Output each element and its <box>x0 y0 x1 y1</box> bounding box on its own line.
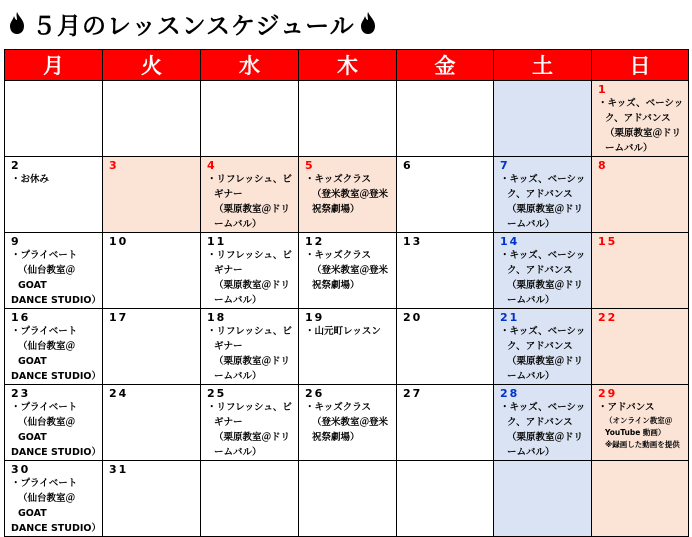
weekday-header: 金 <box>397 50 494 81</box>
day-cell <box>5 157 103 233</box>
day-number: 7 <box>500 159 510 172</box>
schedule-line: （栗原教室＠ドリ <box>605 128 682 139</box>
weekday-header: 木 <box>299 50 397 81</box>
day-cell <box>201 385 299 461</box>
day-cell <box>494 385 592 461</box>
day-number: 27 <box>403 387 423 400</box>
day-cell <box>397 233 494 309</box>
weekday-header-row <box>5 50 689 81</box>
schedule-line: ームバル） <box>605 143 653 154</box>
schedule-line: ・リフレッシュ、ビ <box>207 402 292 413</box>
schedule-line: ・アドバンス <box>598 402 655 413</box>
flame-icon <box>8 11 26 35</box>
day-number: 20 <box>403 311 423 324</box>
day-cell <box>397 461 494 537</box>
day-number: 1 <box>598 83 608 96</box>
weekday-header: 火 <box>103 50 201 81</box>
day-cell <box>299 461 397 537</box>
schedule-line: ・キッズクラス <box>305 250 372 261</box>
schedule-line: （仙台教室＠GOAT <box>18 417 76 443</box>
day-cell <box>201 81 299 157</box>
schedule-line: 祝祭劇場） <box>312 432 360 443</box>
schedule-line: ・プライベート <box>11 402 78 413</box>
schedule-line: （栗原教室＠ドリ <box>214 204 291 215</box>
day-cell <box>397 385 494 461</box>
schedule-line: ・プライベート <box>11 326 78 337</box>
day-cell <box>103 81 201 157</box>
day-number: 13 <box>403 235 423 248</box>
week-row <box>5 233 689 309</box>
schedule-line: （オンライン教室＠ <box>605 416 673 425</box>
schedule-line: ・山元町レッスン <box>305 326 381 337</box>
schedule-line: ク、アドバンス <box>507 189 573 200</box>
schedule-line: DANCE STUDIO） <box>11 371 101 382</box>
schedule-line: （栗原教室＠ドリ <box>214 432 291 443</box>
day-cell <box>103 461 201 537</box>
day-cell <box>299 233 397 309</box>
day-cell <box>103 385 201 461</box>
schedule-line: ームバル） <box>507 447 555 458</box>
page-title <box>6 4 383 42</box>
day-cell <box>397 81 494 157</box>
day-cell <box>299 157 397 233</box>
day-cell <box>5 309 103 385</box>
schedule-line: ームバル） <box>507 295 555 306</box>
schedule-line: ク、アドバンス <box>507 417 573 428</box>
day-cell <box>5 233 103 309</box>
schedule-line: （栗原教室＠ドリ <box>507 432 584 443</box>
schedule-line: （登米教室＠登米 <box>312 417 389 428</box>
day-cell <box>494 309 592 385</box>
day-cell <box>494 157 592 233</box>
day-number: 29 <box>598 387 618 400</box>
schedule-line: （登米教室＠登米 <box>312 189 389 200</box>
day-cell <box>201 233 299 309</box>
day-number: 18 <box>207 311 227 324</box>
day-cell <box>397 157 494 233</box>
schedule-line: （栗原教室＠ドリ <box>507 204 584 215</box>
weekday-header: 月 <box>5 50 103 81</box>
day-cell <box>201 157 299 233</box>
week-row <box>5 385 689 461</box>
schedule-line: （栗原教室＠ドリ <box>507 280 584 291</box>
schedule-line: ・リフレッシュ、ビ <box>207 250 292 261</box>
day-cell <box>5 385 103 461</box>
schedule-line: ク、アドバンス <box>507 265 573 276</box>
week-row <box>5 81 689 157</box>
day-cell <box>397 309 494 385</box>
schedule-line: ームバル） <box>214 447 262 458</box>
schedule-line: （仙台教室＠GOAT <box>18 265 76 291</box>
schedule-line: （仙台教室＠GOAT <box>18 493 76 519</box>
schedule-line: ームバル） <box>214 219 262 230</box>
day-cell <box>592 309 689 385</box>
day-cell <box>494 81 592 157</box>
day-number: 21 <box>500 311 520 324</box>
day-number: 17 <box>109 311 129 324</box>
schedule-line: DANCE STUDIO） <box>11 295 101 306</box>
schedule-line: ームバル） <box>507 371 555 382</box>
flame-icon <box>359 11 377 35</box>
schedule-line: （栗原教室＠ドリ <box>214 356 291 367</box>
day-number: 11 <box>207 235 227 248</box>
schedule-line: ームバル） <box>507 219 555 230</box>
calendar-table <box>4 49 689 537</box>
day-number: 8 <box>598 159 608 172</box>
day-number: 19 <box>305 311 325 324</box>
schedule-line: ※録画した動画を提供 <box>605 440 680 449</box>
day-number: 23 <box>11 387 31 400</box>
day-number: 5 <box>305 159 315 172</box>
day-cell <box>494 461 592 537</box>
schedule-line: （登米教室＠登米 <box>312 265 389 276</box>
schedule-line: ームバル） <box>214 371 262 382</box>
schedule-line: ・キッズ、ベーシッ <box>500 250 586 261</box>
schedule-line: （栗原教室＠ドリ <box>214 280 291 291</box>
day-cell <box>592 461 689 537</box>
day-number: 16 <box>11 311 31 324</box>
day-cell <box>592 157 689 233</box>
day-cell <box>201 461 299 537</box>
day-number: 28 <box>500 387 520 400</box>
schedule-line: ・リフレッシュ、ビ <box>207 174 292 185</box>
day-number: 24 <box>109 387 129 400</box>
schedule-line: 祝祭劇場） <box>312 204 360 215</box>
schedule-line: ク、アドバンス <box>507 341 573 352</box>
schedule-line: ・キッズ、ベーシッ <box>598 98 684 109</box>
day-cell <box>103 309 201 385</box>
calendar-body <box>5 81 689 537</box>
day-cell <box>592 233 689 309</box>
schedule-line: ・キッズ、ベーシッ <box>500 326 586 337</box>
schedule-line: ギナー <box>214 417 243 428</box>
schedule-line: ギナー <box>214 265 243 276</box>
day-cell <box>5 461 103 537</box>
day-cell <box>299 309 397 385</box>
day-number: 22 <box>598 311 618 324</box>
day-number: 6 <box>403 159 413 172</box>
day-number: 10 <box>109 235 129 248</box>
week-row <box>5 461 689 537</box>
week-row <box>5 309 689 385</box>
schedule-line: ームバル） <box>214 295 262 306</box>
day-number: 14 <box>500 235 520 248</box>
schedule-line: ・キッズクラス <box>305 174 372 185</box>
day-number: 2 <box>11 159 21 172</box>
day-number: 4 <box>207 159 217 172</box>
schedule-line: ・キッズ、ベーシッ <box>500 402 586 413</box>
title-text: ５月のレッスンスケジュール <box>32 11 355 40</box>
weekday-header: 水 <box>201 50 299 81</box>
schedule-line: ・キッズクラス <box>305 402 372 413</box>
weekday-header: 土 <box>494 50 592 81</box>
schedule-line: ・お休み <box>11 174 50 185</box>
day-number: 31 <box>109 463 129 476</box>
day-cell <box>592 385 689 461</box>
schedule-line: ク、アドバンス <box>605 113 671 124</box>
day-cell <box>103 157 201 233</box>
day-number: 25 <box>207 387 227 400</box>
day-cell <box>592 81 689 157</box>
schedule-line: ・キッズ、ベーシッ <box>500 174 586 185</box>
day-number: 15 <box>598 235 618 248</box>
schedule-line: （栗原教室＠ドリ <box>507 356 584 367</box>
day-cell <box>201 309 299 385</box>
schedule-line: ・プライベート <box>11 250 78 261</box>
schedule-line: DANCE STUDIO） <box>11 523 101 534</box>
day-cell <box>103 233 201 309</box>
day-number: 26 <box>305 387 325 400</box>
day-cell <box>494 233 592 309</box>
schedule-line: ギナー <box>214 341 243 352</box>
day-cell <box>299 81 397 157</box>
schedule-line: DANCE STUDIO） <box>11 447 101 458</box>
schedule-line: ギナー <box>214 189 243 200</box>
weekday-header: 日 <box>592 50 689 81</box>
schedule-line: （仙台教室＠GOAT <box>18 341 76 367</box>
day-cell <box>5 81 103 157</box>
schedule-line: ・プライベート <box>11 478 78 489</box>
day-cell <box>299 385 397 461</box>
schedule-line: ・リフレッシュ、ビ <box>207 326 292 337</box>
day-number: 9 <box>11 235 21 248</box>
schedule-line: 祝祭劇場） <box>312 280 360 291</box>
week-row <box>5 157 689 233</box>
day-number: 3 <box>109 159 119 172</box>
day-number: 30 <box>11 463 31 476</box>
day-number: 12 <box>305 235 325 248</box>
schedule-line: YouTube 動画） <box>605 428 666 437</box>
